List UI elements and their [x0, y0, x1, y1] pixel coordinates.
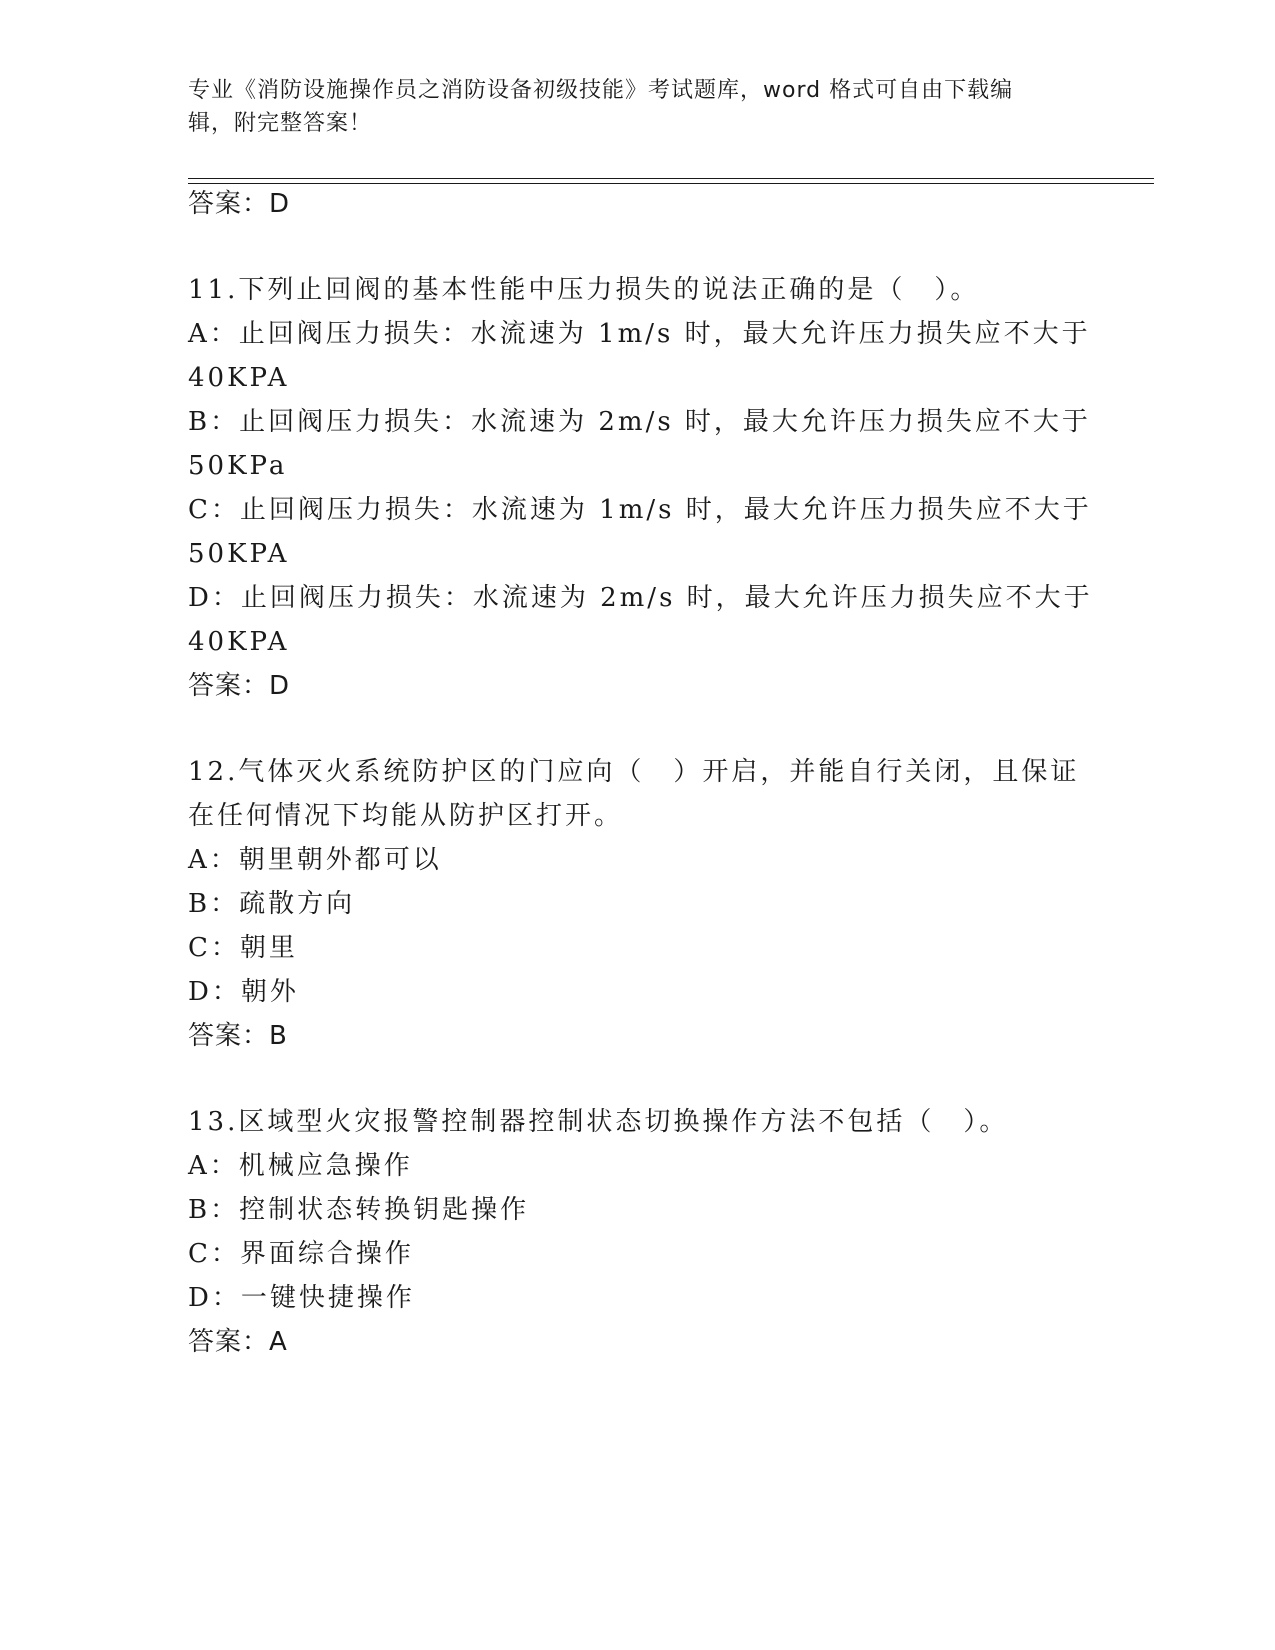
header-rule-bottom: [188, 183, 1154, 184]
q12-option-c: C：朝里: [188, 933, 298, 963]
q11-option-b-cont: 50KPa: [188, 451, 288, 481]
q11-stem: 11.下列止回阀的基本性能中压力损失的说法正确的是（ ）。: [188, 275, 980, 305]
q11-option-a: A：止回阀压力损失：水流速为 1m/s 时，最大允许压力损失应不大于: [188, 319, 1091, 349]
q11-option-c-cont: 50KPA: [188, 539, 290, 569]
answer-q10: 答案：D: [188, 189, 291, 219]
header-rule-top: [188, 178, 1154, 179]
answer-q13: 答案：A: [188, 1327, 288, 1357]
q13-option-a: A：机械应急操作: [188, 1151, 413, 1181]
q11-option-d-cont: 40KPA: [188, 627, 290, 657]
answer-q12: 答案：B: [188, 1021, 288, 1051]
header-line-1: 专业《消防设施操作员之消防设备初级技能》考试题库，word 格式可自由下载编: [188, 78, 1014, 103]
q12-stem: 12.气体灭火系统防护区的门应向（ ）开启，并能自行关闭，且保证: [188, 757, 1080, 787]
q12-stem-cont: 在任何情况下均能从防护区打开。: [188, 801, 624, 831]
q13-option-d: D：一键快捷操作: [188, 1283, 415, 1313]
q12-option-d: D：朝外: [188, 977, 299, 1007]
q11-option-a-cont: 40KPA: [188, 363, 290, 393]
document-header: [188, 74, 1068, 140]
answer-q11: 答案：D: [188, 671, 291, 701]
q11-option-b: B：止回阀压力损失：水流速为 2m/s 时，最大允许压力损失应不大于: [188, 407, 1091, 437]
q13-option-c: C：界面综合操作: [188, 1239, 414, 1269]
header-line-2: 辑，附完整答案！: [188, 111, 373, 136]
q12-option-a: A：朝里朝外都可以: [188, 845, 442, 875]
q12-option-b: B：疏散方向: [188, 889, 356, 919]
q13-option-b: B：控制状态转换钥匙操作: [188, 1195, 530, 1225]
q11-option-c: C：止回阀压力损失：水流速为 1m/s 时，最大允许压力损失应不大于: [188, 495, 1092, 525]
q11-option-d: D：止回阀压力损失：水流速为 2m/s 时，最大允许压力损失应不大于: [188, 583, 1093, 613]
q13-stem: 13.区域型火灾报警控制器控制状态切换操作方法不包括（ ）。: [188, 1107, 1009, 1137]
